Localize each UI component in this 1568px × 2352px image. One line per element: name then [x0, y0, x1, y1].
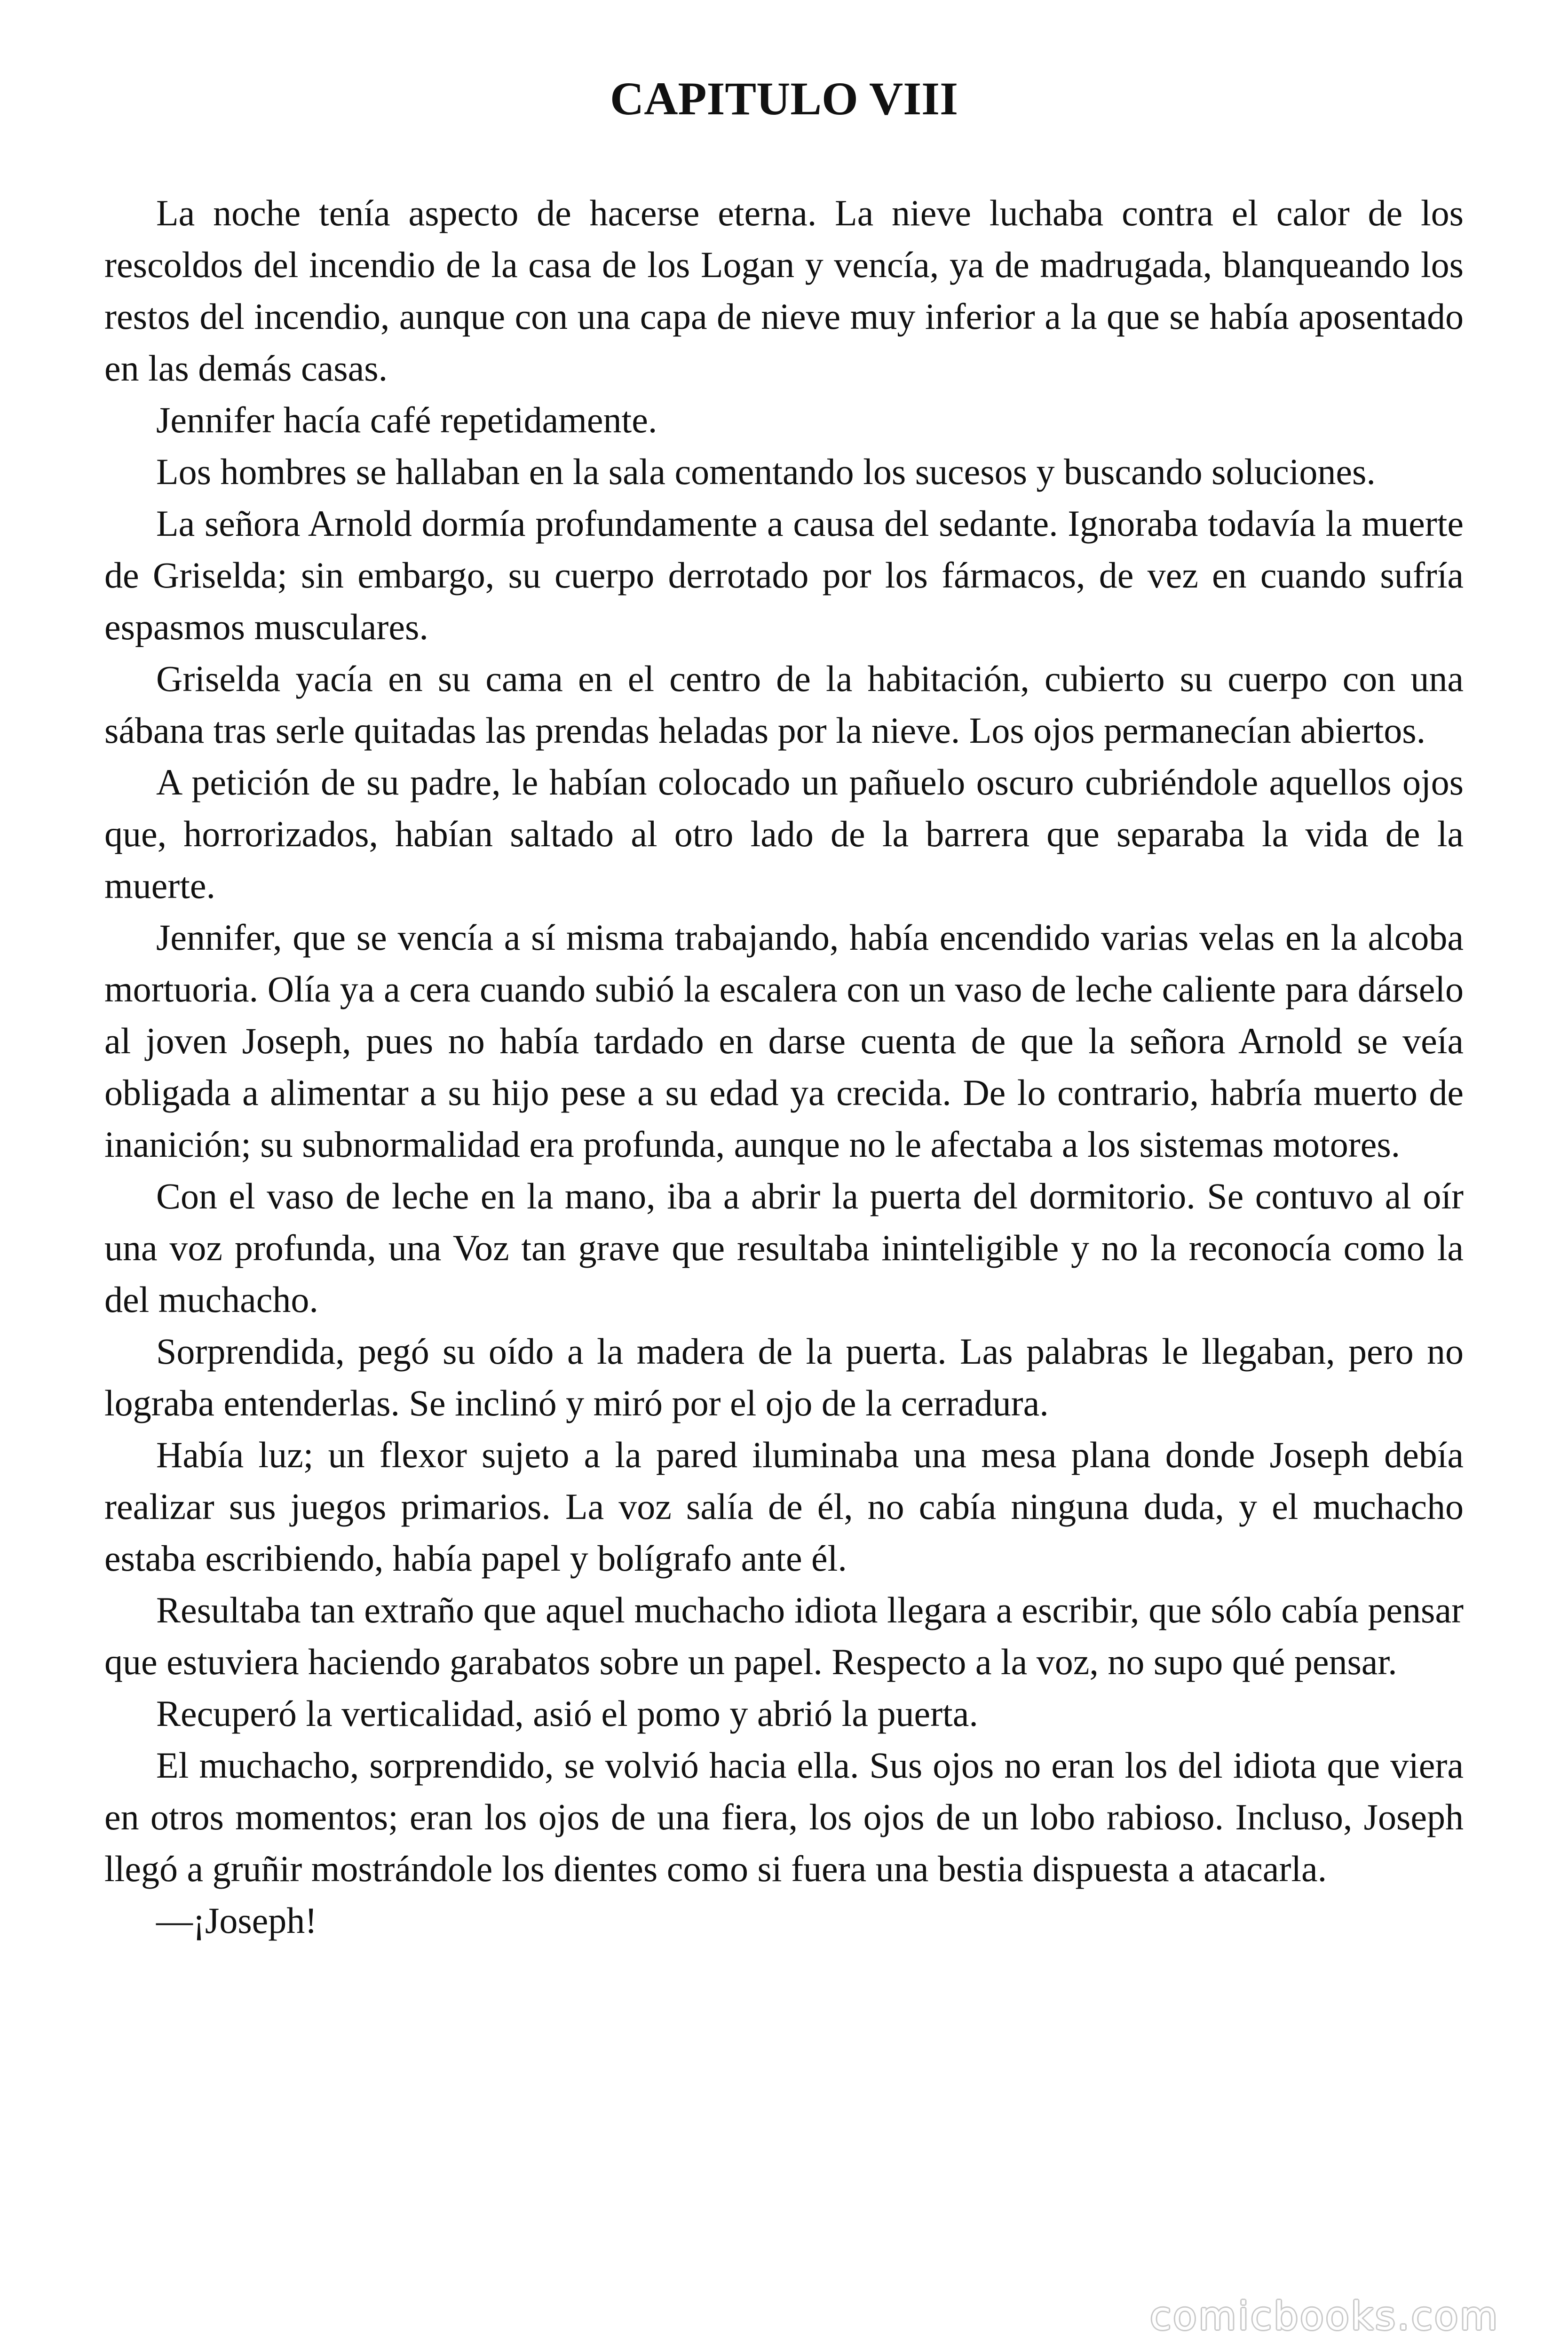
paragraph: —¡Joseph! — [156, 1900, 317, 1941]
paragraph: Griselda yacía en su cama en el centro de la habitación, cubierto su cuerpo con una sábana tras serle quitadas las prendas heladas por la nieve. Los ojos permanecían abiertos. — [104, 658, 1464, 751]
chapter-title: CAPITULO VIII — [610, 72, 958, 125]
paragraph: Jennifer hacía café repetidamente. — [156, 399, 657, 440]
paragraph: Resultaba tan extraño que aquel muchacho idiota llegara a escribir, que sólo cabía pensar que estuviera haciendo garabatos sobre un papel. Respecto a la voz, no supo qué pensar. — [104, 1589, 1464, 1682]
paragraph: Con el vaso de leche en la mano, iba a abrir la puerta del dormitorio. Se contuvo al oír una voz profunda, una Voz tan grave que resultaba ininteligible y no la reconocía como la del muchacho. — [104, 1176, 1464, 1320]
paragraph: El muchacho, sorprendido, se volvió hacia ella. Sus ojos no eran los del idiota que viera en otros momentos; eran los ojos de una fiera, los ojos de un lobo rabioso. Incluso, Joseph llegó a gruñir mostrándole los dientes como si fuera una bestia dispuesta a atacarla. — [104, 1745, 1464, 1889]
paragraph: Sorprendida, pegó su oído a la madera de la puerta. Las palabras le llegaban, pero no lograba entenderlas. Se inclinó y miró por el ojo de la cerradura. — [104, 1331, 1464, 1423]
chapter-body — [104, 187, 1464, 1947]
watermark: comicbooks.com — [1150, 2294, 1499, 2339]
paragraph: Recuperó la verticalidad, asió el pomo y abrió la puerta. — [156, 1693, 978, 1734]
paragraph: Jennifer, que se vencía a sí misma trabajando, había encendido varias velas en la alcoba mortuoria. Olía ya a cera cuando subió la escalera con un vaso de leche caliente para dárselo al joven Joseph, pues no había tardado en darse cuenta de que la señora Arnold se veía obligada a alimentar a su hijo pese a su edad ya crecida. De lo contrario, habría muerto de inanición; su subnormalidad era profunda, aunque no le afectaba a los sistemas motores. — [104, 917, 1464, 1165]
paragraph: La señora Arnold dormía profundamente a causa del sedante. Ignoraba todavía la muerte de Griselda; sin embargo, su cuerpo derrotado por los fármacos, de vez en cuando sufría espasmos musculares. — [104, 503, 1464, 647]
paragraph: Había luz; un flexor sujeto a la pared iluminaba una mesa plana donde Joseph debía realizar sus juegos primarios. La voz salía de él, no cabía ninguna duda, y el muchacho estaba escribiendo, había papel y bolígrafo ante él. — [104, 1434, 1464, 1579]
paragraph: Los hombres se hallaban en la sala comentando los sucesos y buscando soluciones. — [156, 451, 1376, 492]
paragraph: A petición de su padre, le habían colocado un pañuelo oscuro cubriéndole aquellos ojos que, horrorizados, habían saltado al otro lado de la barrera que separaba la vida de la muerte. — [104, 762, 1464, 906]
paragraph: La noche tenía aspecto de hacerse eterna. La nieve luchaba contra el calor de los rescoldos del incendio de la casa de los Logan y vencía, ya de madrugada, blanqueando los restos del incendio, aunque con una capa de nieve muy inferior a la que se había aposentado en las demás casas. — [104, 192, 1464, 389]
